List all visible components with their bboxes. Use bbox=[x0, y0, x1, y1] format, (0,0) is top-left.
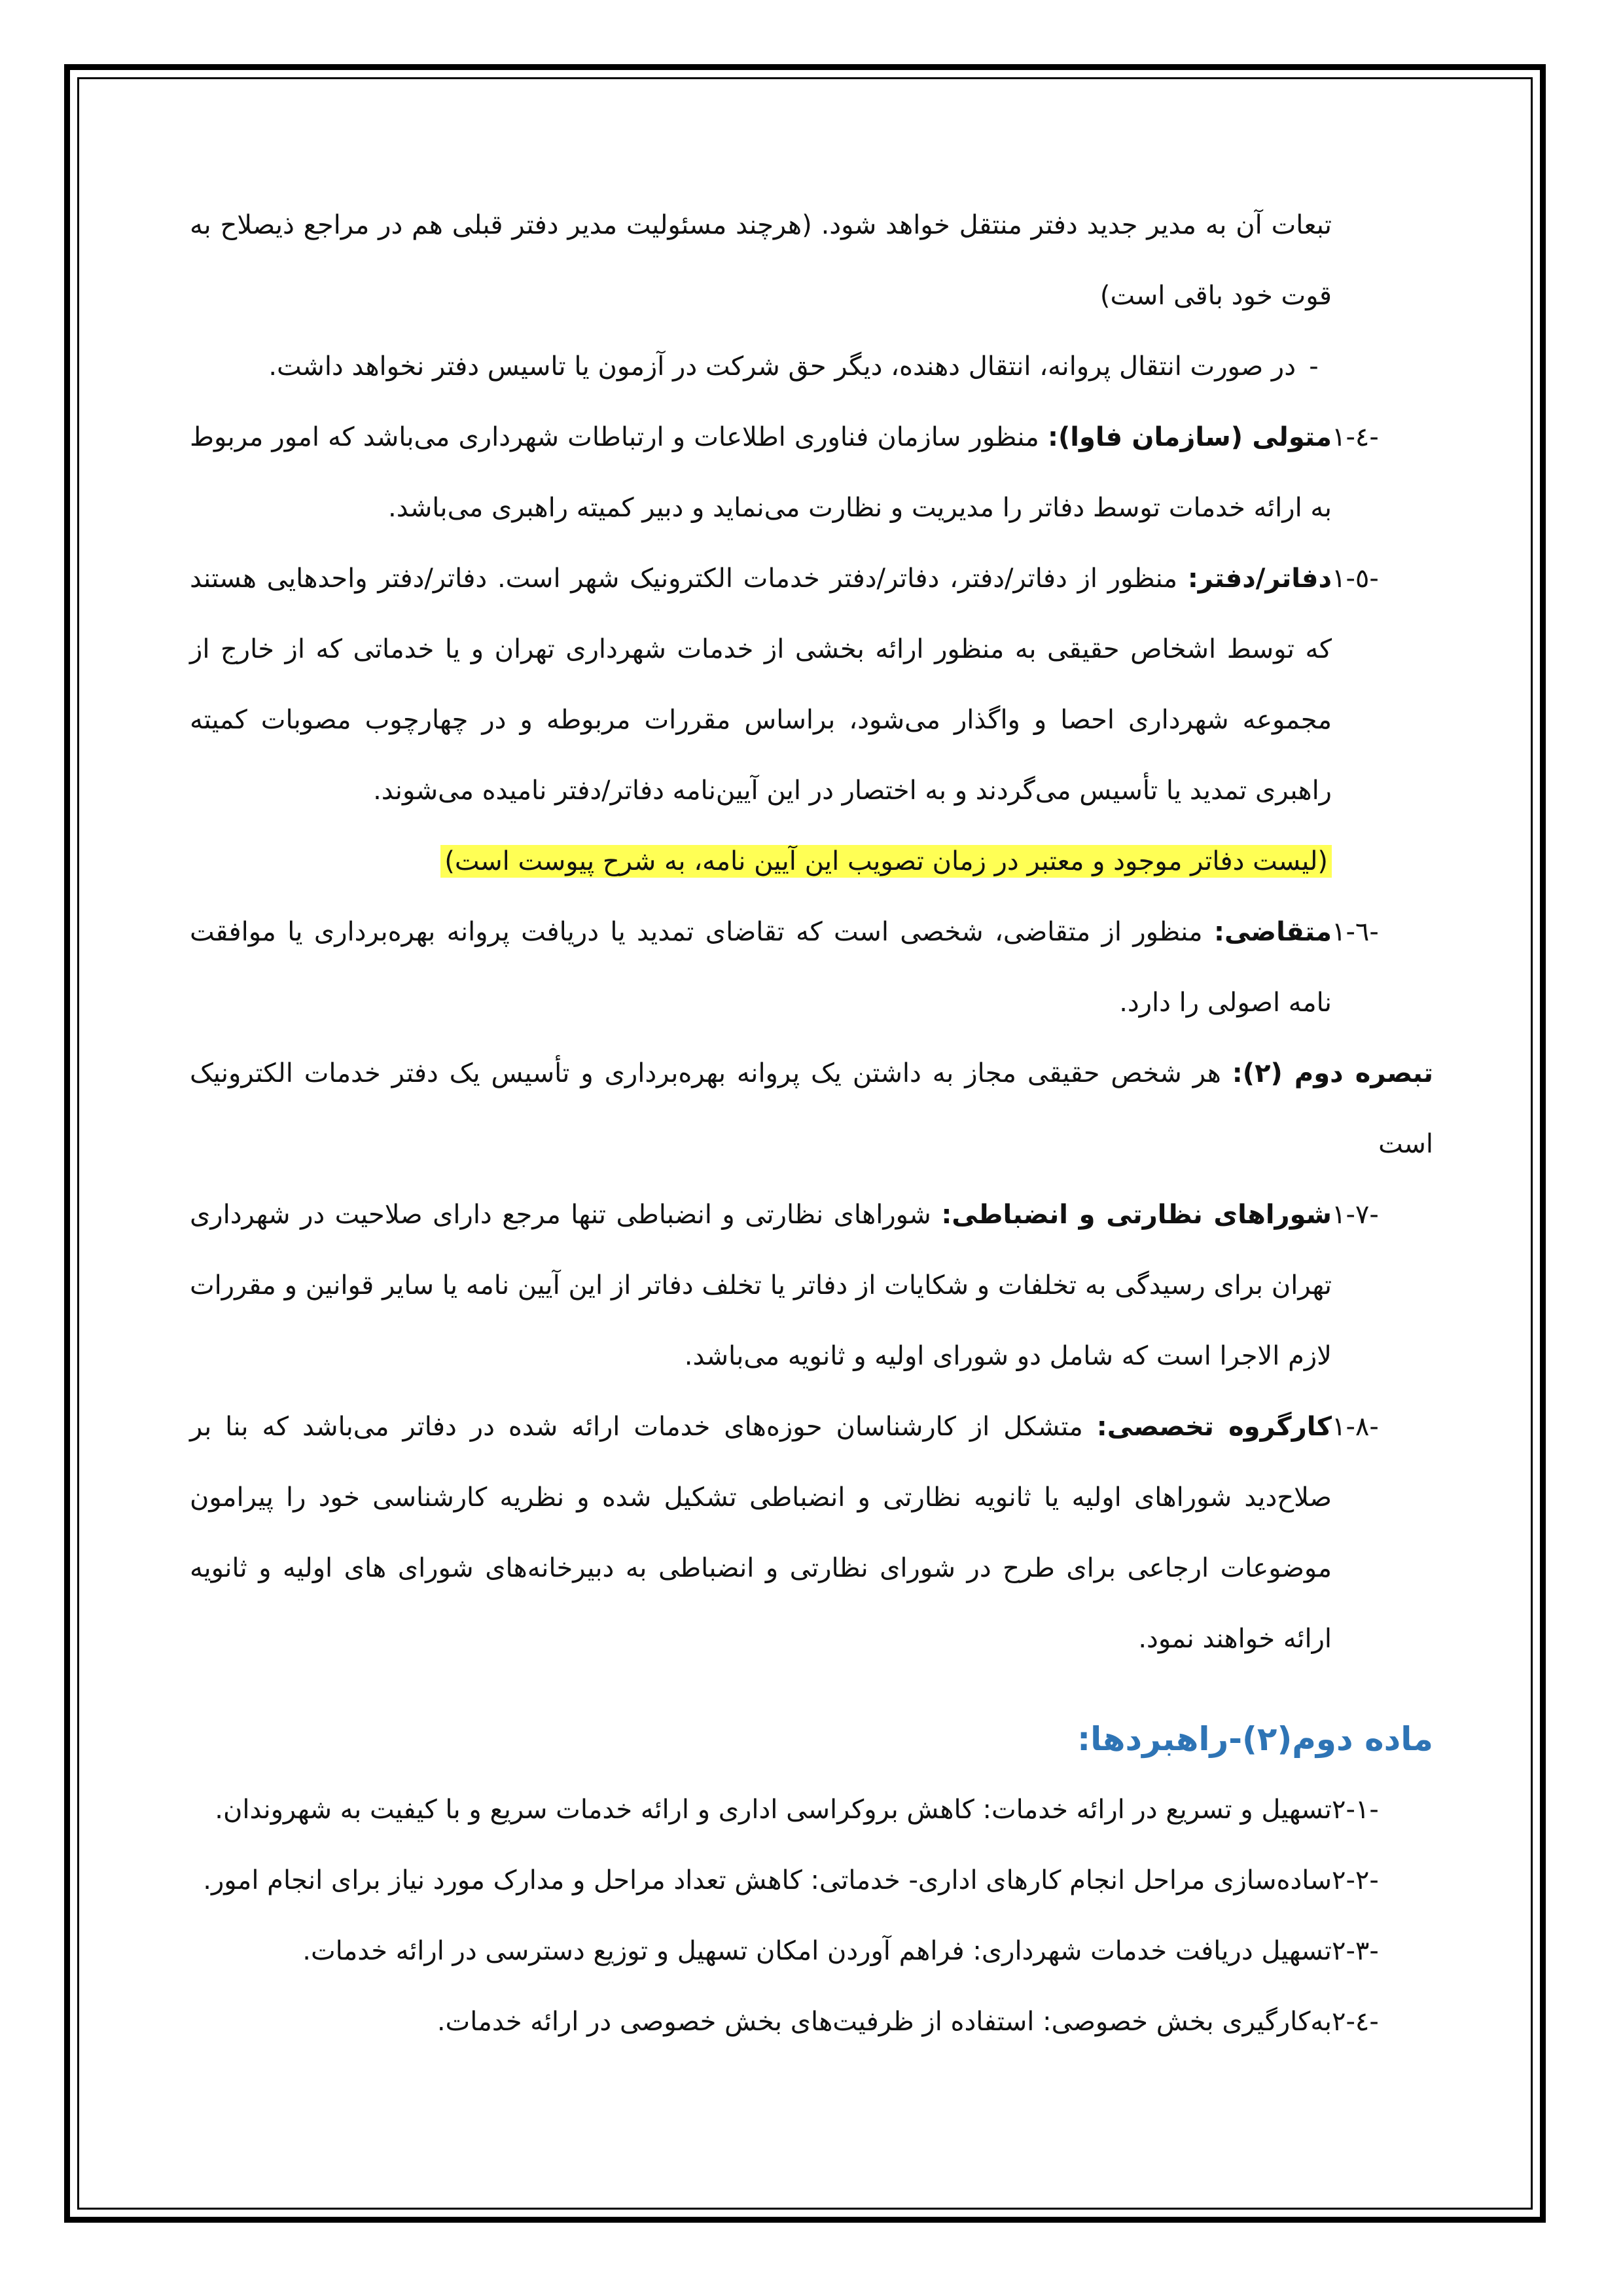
item-number: ۲-۳- bbox=[1332, 1936, 1379, 1966]
item-text: منظور سازمان فناوری اطلاعات و ارتباطات شهرداری می‌باشد که امور مربوط به ارائه خدمات توسط دفاتر را مدیریت و نظارت می‌نماید و دبیر کمیته راهبری می‌باشد. bbox=[190, 422, 1332, 523]
item-number: ۱-٥- bbox=[1332, 564, 1379, 594]
highlighted-note: (لیست دفاتر موجود و معتبر در زمان تصویب این آیین نامه، به شرح پیوست است) bbox=[440, 845, 1332, 878]
definition-item-1-7 bbox=[190, 1179, 1433, 1391]
item-text: تسهیل و تسریع در ارائه خدمات: کاهش بروکراسی اداری و ارائه خدمات سریع و با کیفیت به شهروندان. bbox=[215, 1795, 1332, 1825]
strategy-item-2-4 bbox=[190, 1986, 1433, 2057]
section-heading: ماده دوم(۲)-راهبردها: bbox=[1077, 1720, 1433, 1758]
item-text: تسهیل دریافت خدمات شهرداری: فراهم آوردن امکان تسهیل و توزیع دسترسی در ارائه خدمات. bbox=[302, 1936, 1332, 1966]
strategy-item-2-3 bbox=[190, 1916, 1433, 1986]
note-label: تبصره دوم (۲): bbox=[1232, 1058, 1433, 1088]
item-number: ۱-٧- bbox=[1332, 1200, 1379, 1230]
item-term: شوراهای نظارتی و انضباطی: bbox=[941, 1200, 1332, 1230]
item-term: متولی (سازمان فاوا): bbox=[1047, 422, 1332, 452]
item-text: منظور از متقاضی، شخصی است که تقاضای تمدید یا دریافت پروانه بهره‌برداری یا موافقت نامه اصولی را دارد. bbox=[190, 917, 1332, 1018]
item-term: دفاتر/دفتر: bbox=[1187, 564, 1332, 594]
strategy-item-2-1 bbox=[190, 1774, 1433, 1845]
item-text: متشکل از کارشناسان حوزه‌های خدمات ارائه شده در دفاتر می‌باشد که بنا بر صلاح‌دید شوراهای اولیه یا ثانویه نظارتی و انضباطی تشکیل شده و نظریه کارشناسی خود را پیرامون موضوعات ارجاعی برای طرح در شورای نظارتی و انضباطی به دبیرخانه‌های شورای های اولیه و ثانویه ارائه خواهند نمود. bbox=[190, 1412, 1332, 1654]
definition-item-1-6 bbox=[190, 897, 1433, 1038]
dash-bullet: - bbox=[1309, 351, 1319, 382]
item-number: ۱-٦- bbox=[1332, 917, 1379, 947]
item-text: ساده‌سازی مراحل انجام کارهای اداری- خدماتی: کاهش تعداد مراحل و مدارک مورد نیاز برای انجام امور. bbox=[203, 1865, 1332, 1895]
definition-item-1-4 bbox=[190, 402, 1433, 543]
continuation-paragraph: تبعات آن به مدیر جدید دفتر منتقل خواهد شود. (هرچند مسئولیت مدیر دفتر قبلی هم در مراجع ذیصلاح به قوت خود باقی است) bbox=[190, 210, 1332, 311]
item-term: کارگروه تخصصی: bbox=[1096, 1412, 1332, 1442]
item-number: ۲-۱- bbox=[1332, 1795, 1379, 1825]
document-body bbox=[190, 190, 1433, 2057]
item-number: ۱-٨- bbox=[1332, 1412, 1379, 1442]
dash-list-item bbox=[190, 331, 1332, 402]
definition-item-1-5 bbox=[190, 543, 1433, 897]
strategy-item-2-2 bbox=[190, 1845, 1433, 1916]
item-number: ۲-۲- bbox=[1332, 1865, 1379, 1895]
dash-item-text: در صورت انتقال پروانه، انتقال دهنده، دیگر حق شرکت در آزمون یا تاسیس دفتر نخواهد داشت. bbox=[268, 351, 1296, 382]
item-number: ۲-٤- bbox=[1332, 2007, 1379, 2037]
note-paragraph bbox=[190, 1038, 1433, 1179]
item-text: به‌کارگیری بخش خصوصی: استفاده از ظرفیت‌های بخش خصوصی در ارائه خدمات. bbox=[437, 2007, 1332, 2037]
item-text: منظور از دفاتر/دفتر، دفاتر/دفتر خدمات الکترونیک شهر است. دفاتر/دفتر واحدهایی هستند که توسط اشخاص حقیقی به منظور ارائه بخشی از خدمات شهرداری تهران و یا خدماتی که از خارج از مجموعه شهرداری احصا و واگذار می‌شود، براساس مقررات مربوطه و در چهارچوب مصوبات کمیته راهبری تمدید یا تأسیس می‌گردند و به اختصار در این آیین‌نامه دفاتر/دفتر نامیده می‌شوند. bbox=[190, 564, 1332, 806]
item-text: شوراهای نظارتی و انضباطی تنها مرجع دارای صلاحیت در شهرداری تهران برای رسیدگی به تخلفات و شکایات از دفاتر یا تخلف دفاتر از این آیین نامه یا سایر قوانین و مقررات لازم الاجرا است که شامل دو شورای اولیه و ثانویه می‌باشد. bbox=[190, 1200, 1332, 1371]
note-text: هر شخص حقیقی مجاز به داشتن یک پروانه بهره‌برداری و تأسیس یک دفتر خدمات الکترونیک است bbox=[190, 1058, 1433, 1159]
item-number: ۱-٤- bbox=[1332, 422, 1379, 452]
item-term: متقاضی: bbox=[1213, 917, 1332, 947]
definition-item-1-8 bbox=[190, 1391, 1433, 1674]
